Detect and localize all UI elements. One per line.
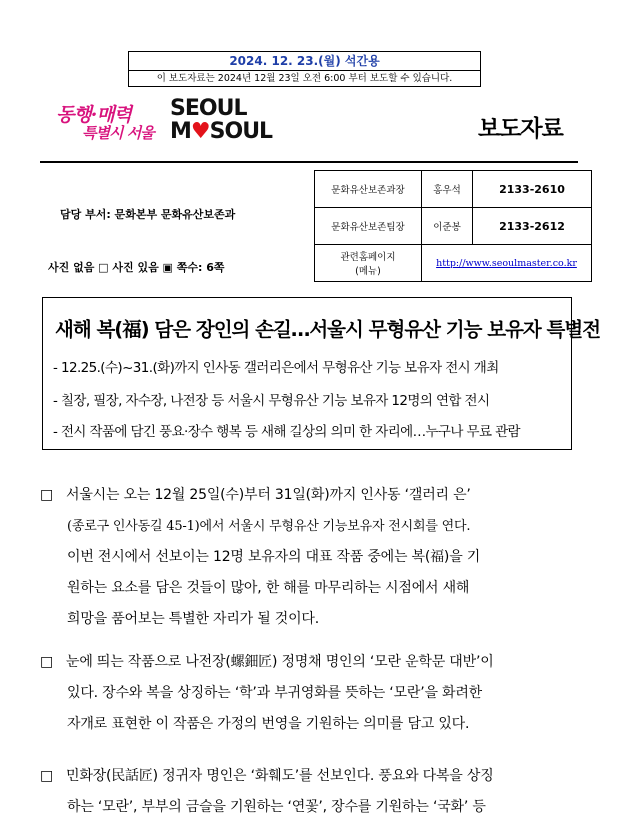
slogan-line2: 특별시 서울 <box>82 124 154 142</box>
seoul-my-soul-logo <box>170 96 273 147</box>
headline-box <box>42 297 601 450</box>
logo-my-soul-text <box>170 119 273 144</box>
contact-phone: 2133-2612 <box>473 208 592 245</box>
homepage-label-line1: 관련홈페이지 <box>340 252 396 263</box>
logo-m: M <box>170 119 191 144</box>
paragraph-line <box>40 480 580 511</box>
logo-seoul-text: SEOUL <box>170 96 247 121</box>
contact-table <box>314 170 592 282</box>
contact-row <box>315 171 592 208</box>
headline-sub-2: - 칠장, 필장, 자수장, 나전장 등 서울시 무형유산 기능 보유자 12명의 연합 전시 <box>53 393 490 409</box>
seoul-slogan-logo <box>52 98 162 144</box>
contact-role: 문화유산보존팀장 <box>315 208 422 245</box>
paragraph-line: 원하는 요소를 담은 것들이 많아, 한 해를 마무리하는 시점에서 새해 <box>67 580 470 596</box>
release-date-box <box>128 51 481 87</box>
paragraph-line: (종로구 인사동길 45-1)에서 서울시 무형유산 기능보유자 전시회를 연다. <box>67 519 471 534</box>
paragraph-line: 있다. 장수와 복을 상징하는 ‘학’과 부귀영화를 뜻하는 ‘모란’을 화려한 <box>67 685 482 701</box>
embargo-notice: 이 보도자료는 2024년 12월 23일 오전 6:00 부터 보도할 수 있습니다. <box>156 73 453 84</box>
line-text: 눈에 띄는 작품으로 나전장(螺鈿匠) 정명채 명인의 ‘모란 운학문 대반’이 <box>66 654 494 670</box>
contact-role: 문화유산보존과장 <box>315 171 422 208</box>
homepage-label <box>315 245 422 282</box>
body-paragraph-1 <box>40 480 580 635</box>
body-paragraph-3 <box>40 761 580 823</box>
checkbox-bullet-icon: □ <box>40 654 54 670</box>
contact-name: 홍우석 <box>422 171 473 208</box>
contact-row <box>315 208 592 245</box>
paragraph-line: 자개로 표현한 이 작품은 가정의 번영을 기원하는 의미를 담고 있다. <box>67 716 470 732</box>
press-release-title: 보도자료 <box>478 116 563 142</box>
heart-icon: ♥ <box>190 119 210 144</box>
release-date: 2024. 12. 23.(월) 석간용 <box>129 52 480 71</box>
homepage-label-line2: (메뉴) <box>355 266 381 277</box>
paragraph-line: 희망을 품어보는 특별한 자리가 될 것이다. <box>67 611 320 627</box>
paragraph-line <box>40 647 580 678</box>
slogan-line1: 동행·매력 <box>56 104 132 126</box>
contact-phone: 2133-2610 <box>473 171 592 208</box>
photo-pages-info: 사진 없음 □ 사진 있음 ▣ 쪽수: 6쪽 <box>48 261 225 274</box>
checkbox-bullet-icon: □ <box>40 487 54 503</box>
contact-name: 이준봉 <box>422 208 473 245</box>
paragraph-line <box>40 761 580 792</box>
paragraph-line: 이번 전시에서 선보이는 12명 보유자의 대표 작품 중에는 복(福)을 기 <box>67 549 481 565</box>
line-text: 서울시는 오는 12월 25일(수)부터 31일(화)까지 인사동 ‘갤러리 은’ <box>66 487 471 503</box>
line-text: 민화장(民話匠) 정귀자 명인은 ‘화훼도’를 선보인다. 풍요와 다복을 상징 <box>66 768 494 784</box>
paragraph-line: 하는 ‘모란’, 부부의 금슬을 기원하는 ‘연꽃’, 장수를 기원하는 ‘국화’ 등 <box>67 799 486 815</box>
department: 담당 부서: 문화본부 문화유산보존과 <box>60 208 236 221</box>
header-divider <box>40 161 578 163</box>
logo-soul: SOUL <box>209 119 273 144</box>
headline-title: 새해 복(福) 담은 장인의 손길…서울시 무형유산 기능 보유자 특별전 <box>55 318 601 341</box>
body-paragraph-2 <box>40 647 580 740</box>
homepage-link[interactable]: http://www.seoulmaster.co.kr <box>422 245 592 282</box>
checkbox-bullet-icon: □ <box>40 768 54 784</box>
headline-sub-3: - 전시 작품에 담긴 풍요·장수 행복 등 새해 길상의 의미 한 자리에…누구나 무료 관람 <box>53 424 520 440</box>
headline-sub-1: - 12.25.(수)~31.(화)까지 인사동 갤러리은에서 무형유산 기능 보유자 전시 개최 <box>53 360 499 376</box>
homepage-row <box>315 245 592 282</box>
